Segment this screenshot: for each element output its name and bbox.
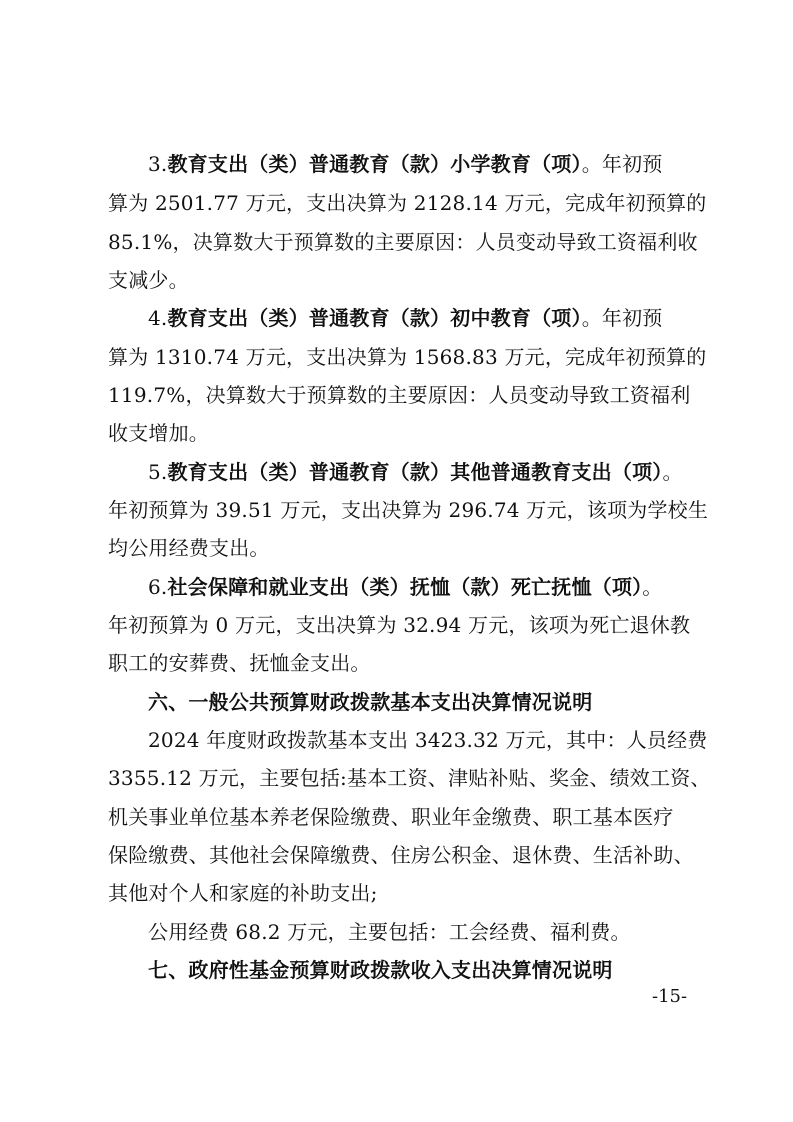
item-3-line-4: 支减少。 [108,268,189,292]
item-3-line-3: 85.1%，决算数大于预算数的主要原因：人员变动导致工资福利收 [108,230,698,254]
section-6-para-line-3: 机关事业单位基本养老保险缴费、职业年金缴费、职工基本医疗 [108,805,674,829]
item-5-line-3: 均公用经费支出。 [108,536,270,560]
item-5-title: 教育支出（类）普通教育（款）其他普通教育支出（项） [167,460,663,484]
item-4-line-1: 。年初预 [581,306,663,330]
item-6-line-1: 。 [642,575,663,599]
item-3-title: 教育支出（类）普通教育（款）小学教育（项） [167,152,582,176]
item-5-number: 5. [148,460,168,484]
section-6-para-2: 公用经费 68.2 万元，主要包括：工会经费、福利费。 [148,920,631,944]
section-6-para-line-1: 2024 年度财政拨款基本支出 3423.32 万元，其中：人员经费 [148,728,708,752]
page-number: -15- [652,986,688,1007]
item-6-title: 社会保障和就业支出（类）抚恤（款）死亡抚恤（项） [167,575,643,599]
item-4-line-4: 收支增加。 [108,421,209,445]
item-5-first-line [148,458,683,486]
item-4-line-2: 算为 1310.74 万元，支出决算为 1568.83 万元，完成年初预算的 [108,345,707,369]
item-4-number: 4. [148,306,168,330]
item-3-line-1: 。年初预 [581,152,663,176]
item-3-first-line [148,150,663,178]
section-7-heading: 七、政府性基金预算财政拨款收入支出决算情况说明 [148,958,613,982]
item-4-line-3: 119.7%，决算数大于预算数的主要原因：人员变动导致工资福利 [108,383,691,407]
item-5-line-2: 年初预算为 39.51 万元，支出决算为 296.74 万元，该项为学校生 [108,498,709,522]
section-6-heading: 六、一般公共预算财政拨款基本支出决算情况说明 [148,690,593,714]
item-3-number: 3. [148,152,168,176]
item-3-line-2: 算为 2501.77 万元，支出决算为 2128.14 万元，完成年初预算的 [108,191,707,215]
section-6-para-line-2: 3355.12 万元，主要包括:基本工资、津贴补贴、奖金、绩效工资、 [108,766,711,790]
item-4-first-line [148,304,663,332]
item-6-number: 6. [148,575,168,599]
section-6-para-line-5: 其他对个人和家庭的补助支出; [108,881,378,905]
item-6-first-line [148,573,663,601]
section-6-para-line-4: 保险缴费、其他社会保障缴费、住房公积金、退休费、生活补助、 [108,843,694,867]
item-4-title: 教育支出（类）普通教育（款）初中教育（项） [167,306,582,330]
item-6-line-2: 年初预算为 0 万元，支出决算为 32.94 万元，该项为死亡退休教 [108,613,691,637]
item-5-line-1: 。 [662,460,683,484]
item-6-line-3: 职工的安葬费、抚恤金支出。 [108,651,371,675]
